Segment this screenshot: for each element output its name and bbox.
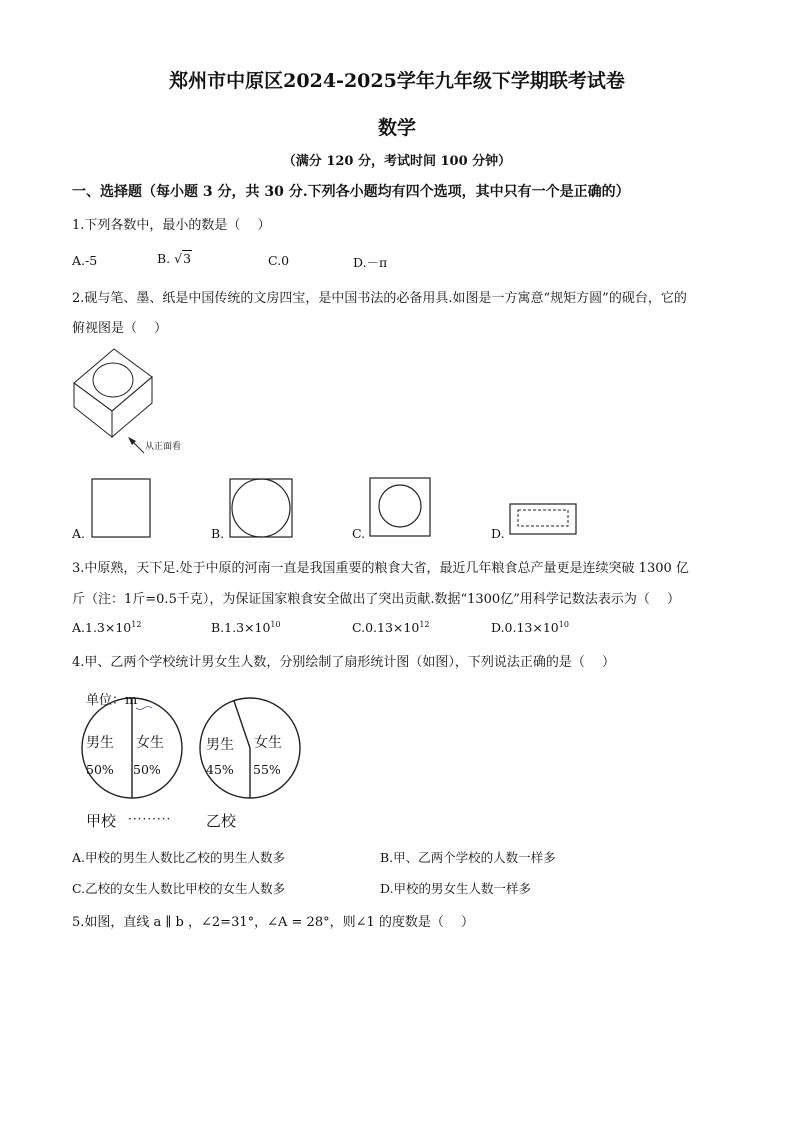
school-b-girl-label: 女生 xyxy=(254,735,282,751)
school-b-girl-pct: 55% xyxy=(253,762,281,777)
q3-stem-line1: 3.中原熟，天下足.处于中原的河南一直是我国重要的粮食大省，最近几年粮食总产量更是连续突破 1300 亿 xyxy=(72,561,689,576)
q4-option-b: B.甲、乙两个学校的人数一样多 xyxy=(380,850,556,865)
school-label-dots: ········· xyxy=(128,812,172,826)
school-b-label: 乙校 xyxy=(206,812,237,830)
pie-unit-label: 单位：m xyxy=(86,693,138,708)
q1-option-d: D.－π xyxy=(353,255,388,270)
section-heading: 一、选择题（每小题 3 分，共 30 分.下列各小题均有四个选项，其中只有一个是正确的） xyxy=(72,184,630,200)
school-b-divider-upper xyxy=(234,701,250,748)
school-b-boy-label: 男生 xyxy=(206,737,234,753)
inkstone-circle xyxy=(93,363,133,397)
q2-option-c: C. xyxy=(352,526,366,541)
subject-title: 数学 xyxy=(377,117,416,139)
q3-option-d xyxy=(491,620,569,635)
q1-option-b-prefix: B. xyxy=(157,251,171,266)
school-a-girl-label: 女生 xyxy=(136,735,164,751)
exam-note: （满分 120 分，考试时间 100 分钟） xyxy=(282,154,512,169)
q3-option-c xyxy=(352,620,430,635)
q1-stem: 1.下列各数中，最小的数是（ ） xyxy=(72,218,271,233)
q3-option-b-base: B.1.3×10 xyxy=(211,620,271,635)
q3-option-c-base: C.0.13×10 xyxy=(352,620,420,635)
q5-stem: 5.如图，直线 a ∥ b ，∠2=31°，∠A = 28°，则∠1 的度数是（ ） xyxy=(72,915,475,930)
school-b-boy-pct: 45% xyxy=(206,762,234,777)
q1-option-a: A.-5 xyxy=(72,253,98,268)
school-a-boy-pct: 50% xyxy=(86,762,114,777)
view-direction-label: 从正面看 xyxy=(145,442,182,452)
exam-title: 郑州市中原区2024-2025学年九年级下学期联考试卷 xyxy=(169,70,625,92)
unit-wavy-underline xyxy=(136,707,152,710)
q3-option-a-exp: 12 xyxy=(131,620,142,629)
school-a-girl-pct: 50% xyxy=(133,762,161,777)
q2-option-b: B. xyxy=(211,526,225,541)
inkstone-top-face xyxy=(74,349,152,411)
option-a-square-figure xyxy=(91,478,153,540)
q4-option-c: C.乙校的女生人数比甲校的女生人数多 xyxy=(72,881,286,896)
q3-option-b xyxy=(211,620,281,635)
q1-option-b xyxy=(157,251,192,266)
school-a-boy-label: 男生 xyxy=(86,735,114,751)
q4-stem: 4.甲、乙两个学校统计男女生人数，分别绘制了扇形统计图（如图），下列说法正确的是（ ） xyxy=(72,655,616,670)
q3-option-a xyxy=(72,620,141,635)
q3-option-a-base: A.1.3×10 xyxy=(72,620,132,635)
q4-option-a: A.甲校的男生人数比乙校的男生人数多 xyxy=(72,850,286,865)
q3-option-c-exp: 12 xyxy=(419,620,430,629)
q3-option-d-exp: 10 xyxy=(558,620,569,629)
q3-stem-line2: 斤（注：1斤=0.5千克），为保证国家粮食安全做出了突出贡献.数据“1300亿”用科学记数法表示为（ ） xyxy=(72,592,680,607)
option-c-square-small-circle-figure xyxy=(369,477,433,539)
q2-option-a: A. xyxy=(72,526,86,541)
sqrt-symbol: √3 xyxy=(174,251,192,266)
school-a-label: 甲校 xyxy=(86,812,117,830)
q2-option-d: D. xyxy=(491,526,505,541)
inkstone-left-face xyxy=(74,383,112,437)
q1-option-c: C.0 xyxy=(268,253,290,268)
q3-option-b-exp: 10 xyxy=(270,620,281,629)
q2-stem-line1: 2.砚与笔、墨、纸是中国传统的文房四宝，是中国书法的必备用具.如图是一方寓意“规矩方圆”的砚台，它的 xyxy=(72,291,687,306)
q2-stem-line2: 俯视图是（ ） xyxy=(72,321,168,336)
option-d-rect-dashed-figure xyxy=(509,503,579,537)
q3-option-d-base: D.0.13×10 xyxy=(491,620,559,635)
option-b-square-circle-figure xyxy=(229,478,295,540)
sqrt-radicand: 3 xyxy=(183,251,192,266)
q4-option-d: D.甲校的男女生人数一样多 xyxy=(380,881,532,896)
